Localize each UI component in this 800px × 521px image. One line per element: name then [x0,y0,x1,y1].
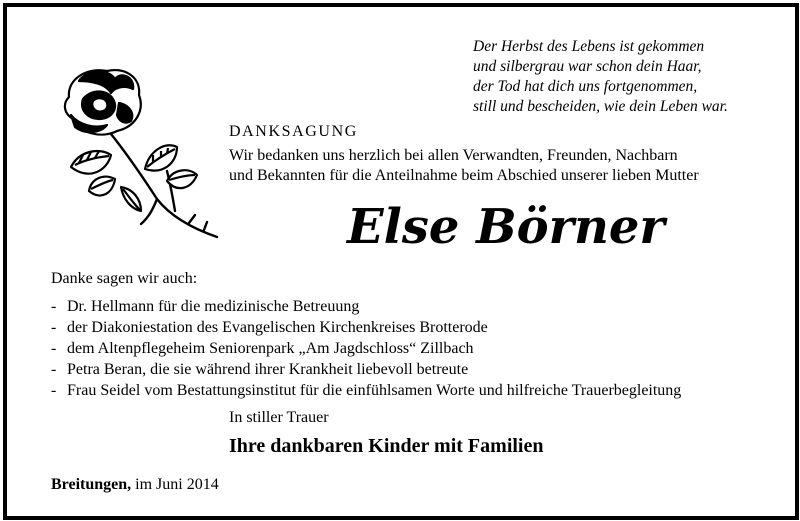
date: im Juni 2014 [135,476,219,493]
thanks-list [51,296,681,401]
list-item-text: dem Altenpflegeheim Seniorenpark „Am Jagdschloss“ Zillbach [67,340,474,357]
place: Breitungen, [51,476,132,493]
list-item [51,296,681,317]
poem-line: still und bescheiden, wie dein Leben war. [473,98,728,115]
list-dash: - [51,319,57,336]
poem [473,37,773,117]
list-item-text: der Diakoniestation des Evangelischen Kirchenkreises Brotterode [67,319,488,336]
list-dash: - [51,382,57,399]
poem-line: der Tod hat dich uns fortgenommen, [473,78,698,95]
list-item-text: Frau Seidel vom Bestattungsinstitut für die einfühlsamen Worte und hilfreiche Trauerbegleitung [67,382,682,399]
also-thanks-label: Danke sagen wir auch: [51,270,198,287]
mourning-label: In stiller Trauer [229,409,329,426]
obituary-card [3,3,799,520]
list-item-text: Petra Beran, die sie während ihrer Krankheit liebevoll betreute [67,361,469,378]
list-item [51,317,681,338]
family-signature: Ihre dankbaren Kinder mit Familien [229,435,544,457]
thanks-text [229,146,769,186]
rose-icon [49,59,229,249]
place-date [51,476,219,494]
poem-line: Der Herbst des Lebens ist gekommen [473,38,705,55]
deceased-name: Else Börner [347,199,665,255]
list-dash: - [51,340,57,357]
thanks-line: und Bekannten für die Anteilnahme beim Abschied unserer lieben Mutter [229,167,699,184]
list-dash: - [51,298,57,315]
poem-line: und silbergrau war schon dein Haar, [473,58,702,75]
thanks-line: Wir bedanken uns herzlich bei allen Verwandten, Freunden, Nachbarn [229,147,678,164]
list-item [51,338,681,359]
heading: DANKSAGUNG [229,123,358,140]
list-item-text: Dr. Hellmann für die medizinische Betreuung [67,298,360,315]
list-item [51,380,681,401]
list-item [51,359,681,380]
list-dash: - [51,361,57,378]
